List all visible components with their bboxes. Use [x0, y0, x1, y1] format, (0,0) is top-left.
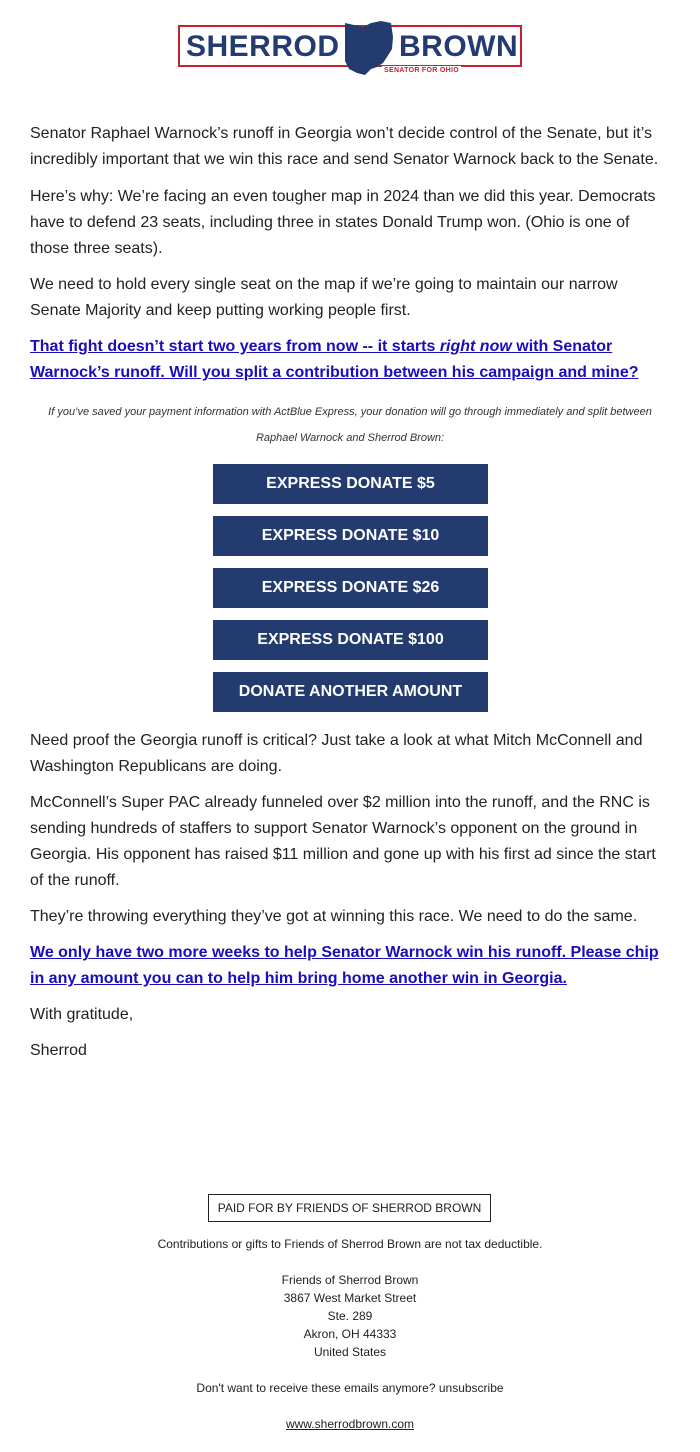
- tax-note: Contributions or gifts to Friends of Sherrod Brown are not tax deductible.: [157, 1237, 543, 1251]
- body-paragraph-2: McConnell’s Super PAC already funneled over $2 million into the runoff, and the RNC is sending hundreds of staffers to support Senator Warnock’s opponent on the ground in Georgia. His opponent has raised $11 million and gone up with his first ad since the start of the runoff.: [30, 794, 656, 889]
- closing: With gratitude,: [30, 1006, 134, 1023]
- mailing-address: [0, 1271, 700, 1361]
- split-contribution-link[interactable]: That fight doesn’t start two years from now -- it starts right now with Senator Warnock’s runoff. Will you split a contribution between his campaign and mine?: [30, 338, 639, 381]
- address-line: Friends of Sherrod Brown: [281, 1273, 419, 1287]
- campaign-logo[interactable]: [178, 25, 522, 74]
- website-link[interactable]: www.sherrodbrown.com: [285, 1417, 415, 1431]
- address-line: United States: [313, 1345, 387, 1359]
- body-paragraph-3: They’re throwing everything they’ve got at winning this race. We need to do the same.: [30, 908, 638, 925]
- intro-paragraph-1: Senator Raphael Warnock’s runoff in Georgia won’t decide control of the Senate, but it’s incredibly important that we win this race and send Senator Warnock back to the Senate.: [30, 125, 659, 168]
- express-donate-100-button[interactable]: EXPRESS DONATE $100: [213, 620, 488, 660]
- website-line: [0, 1415, 700, 1433]
- address-line: Ste. 289: [327, 1309, 373, 1323]
- intro-paragraph-3: We need to hold every single seat on the map if we’re going to maintain our narrow Senate Majority and keep putting working people first.: [30, 276, 618, 319]
- unsubscribe-link[interactable]: unsubscribe: [438, 1381, 504, 1395]
- cta-link-1[interactable]: [30, 334, 670, 386]
- signature-name: Sherrod: [30, 1042, 87, 1059]
- unsubscribe-line: [0, 1379, 700, 1397]
- express-donate-10-button[interactable]: EXPRESS DONATE $10: [213, 516, 488, 556]
- logo-subtitle: SENATOR FOR OHIO: [384, 67, 459, 74]
- cta-link-2[interactable]: [30, 940, 670, 992]
- logo-name-right: BROWN: [399, 30, 519, 63]
- body-paragraph-1: Need proof the Georgia runoff is critical? Just take a look at what Mitch McConnell and Washington Republicans are doing.: [30, 732, 643, 775]
- address-line: 3867 West Market Street: [283, 1291, 417, 1305]
- paid-for-disclaimer: PAID FOR BY FRIENDS OF SHERROD BROWN: [208, 1194, 491, 1222]
- logo-name-left: SHERROD: [186, 30, 340, 63]
- actblue-express-note: If you’ve saved your payment information with ActBlue Express, your donation will go through immediately and split between Raphael Warnock and Sherrod Brown:: [48, 406, 652, 444]
- donate-another-amount-button[interactable]: DONATE ANOTHER AMOUNT: [213, 672, 488, 712]
- chip-in-link[interactable]: We only have two more weeks to help Senator Warnock win his runoff. Please chip in any amount you can to help him bring home another win in Georgia.: [30, 944, 659, 987]
- express-donate-26-button[interactable]: EXPRESS DONATE $26: [213, 568, 488, 608]
- express-donate-5-button[interactable]: EXPRESS DONATE $5: [213, 464, 488, 504]
- intro-paragraph-2: Here’s why: We’re facing an even tougher map in 2024 than we did this year. Democrats have to defend 23 seats, including three in states Donald Trump won. (Ohio is one of those three seats).: [30, 188, 656, 257]
- unsubscribe-prefix: Don't want to receive these emails anymore?: [196, 1381, 436, 1395]
- address-line: Akron, OH 44333: [303, 1327, 397, 1341]
